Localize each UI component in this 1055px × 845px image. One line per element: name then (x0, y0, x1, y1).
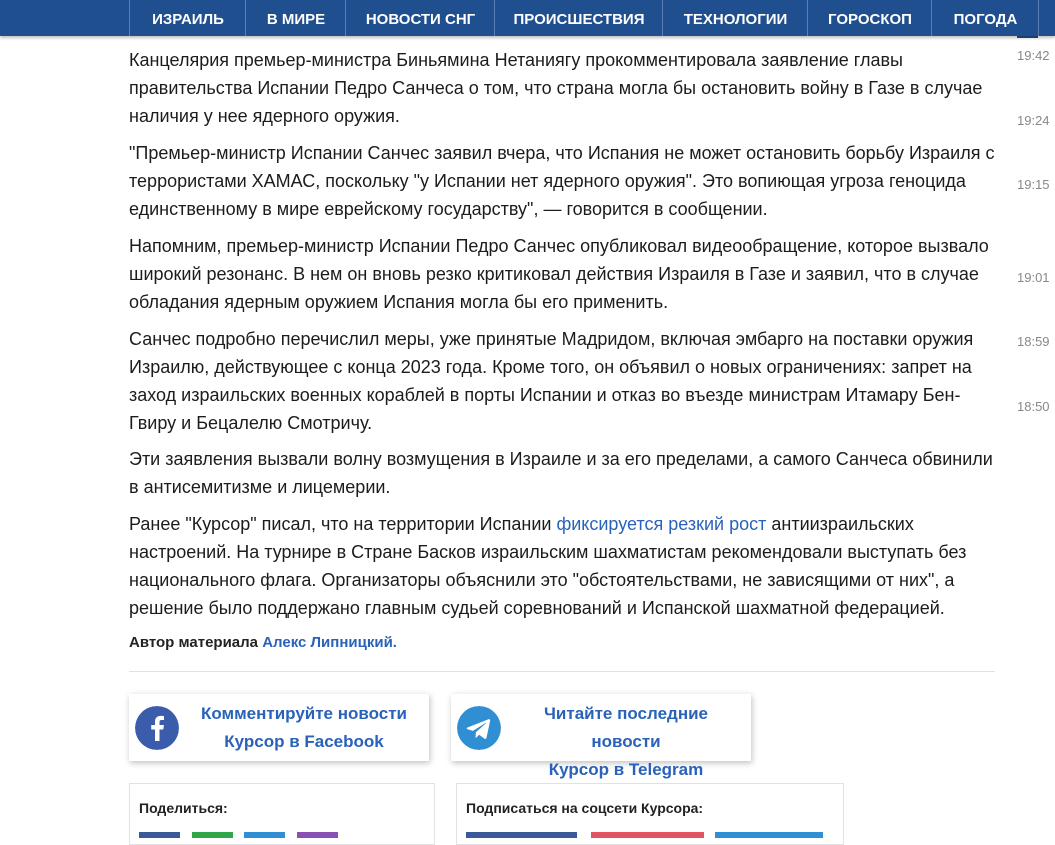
article-paragraph: "Премьер-министр Испании Санчес заявил вчера, что Испания не может остановить борьбу Израиля с террористами ХАМАС, поскольку "у Испании нет ядерного оружия". Это вопиющая угроза геноцида единственному в мире еврейскому государству", — говорится в сообщении. (129, 143, 995, 219)
facebook-promo-button[interactable] (129, 694, 429, 761)
nav-item-incidents[interactable]: ПРОИСШЕСТВИЯ (494, 0, 663, 36)
share-whatsapp-button[interactable] (192, 832, 233, 838)
news-feed-time[interactable]: 18:50 (1017, 399, 1050, 414)
author-link[interactable]: Алекс Липницкий. (262, 634, 397, 651)
nav-item-weather[interactable]: ПОГОДА (931, 0, 1039, 36)
share-box (129, 783, 435, 845)
nav-item-technology[interactable]: ТЕХНОЛОГИИ (662, 0, 808, 36)
nav-item-world[interactable]: В МИРЕ (245, 0, 346, 36)
author-label: Автор материала (129, 634, 259, 651)
divider (129, 671, 995, 672)
related-article-link[interactable]: фиксируется резкий рост (556, 514, 767, 534)
promo-line: Читайте последние новости (543, 704, 708, 751)
nav-divider (1038, 0, 1055, 36)
telegram-promo-button[interactable] (451, 694, 751, 779)
facebook-icon (135, 706, 179, 750)
subscribe-telegram-button[interactable] (715, 832, 823, 838)
subscribe-instagram-button[interactable] (591, 832, 704, 838)
promo-line: Комментируйте новости (200, 704, 408, 723)
subscribe-box (456, 783, 844, 845)
telegram-promo-text (509, 700, 743, 784)
article-paragraph-with-link (129, 510, 995, 622)
article-paragraph: Санчес подробно перечислил меры, уже принятые Мадридом, включая эмбарго на поставки оружия Израилю, действующее с конца 2023 года. Кроме того, он объявил о новых ограничениях: запрет на заход израильских военных кораблей в порты Испании и отказ во въезде министрам Итамару Бен-Гвиру и Бецалелю Смотричу. (129, 329, 974, 433)
article-author (129, 634, 397, 651)
top-navigation (0, 0, 1055, 36)
article-paragraph: Напомним, премьер-министр Испании Педро Санчес опубликовал видеообращение, которое вызвало широкий резонанс. В нем он вновь резко критиковал действия Израиля в Газе и заявил, что в случае обладания ядерным оружием Испания могла бы его применить. (129, 236, 989, 312)
subscribe-title: Подписаться на соцсети Курсора: (466, 800, 704, 816)
paragraph-text: Ранее "Курсор" писал, что на территории Испании (129, 514, 557, 534)
facebook-promo-text (187, 700, 421, 756)
article-paragraph: Канцелярия премьер-министра Биньямина Нетаниягу прокомментировала заявление главы правительства Испании Педро Санчеса о том, что страна могла бы остановить войну в Газе в случае наличия у нее ядерного оружия. (129, 50, 983, 126)
promo-line: Курсор в Facebook (224, 732, 384, 751)
telegram-icon (457, 706, 501, 750)
news-feed-time[interactable]: 19:42 (1017, 48, 1050, 63)
share-telegram-button[interactable] (244, 832, 285, 838)
news-feed-time[interactable]: 19:24 (1017, 113, 1050, 128)
nav-item-cis-news[interactable]: НОВОСТИ СНГ (345, 0, 495, 36)
share-viber-button[interactable] (297, 832, 338, 838)
article-paragraph: Эти заявления вызвали волну возмущения в Израиле и за его пределами, а самого Санчеса обвинили в антисемитизме и лицемерии. (129, 449, 993, 497)
news-feed-time[interactable]: 19:01 (1017, 270, 1050, 285)
news-feed-time[interactable]: 18:59 (1017, 334, 1050, 349)
share-facebook-button[interactable] (139, 832, 180, 838)
news-feed-accent (1017, 36, 1038, 38)
news-feed-time[interactable]: 19:15 (1017, 177, 1050, 192)
nav-item-israel[interactable]: ИЗРАИЛЬ (129, 0, 246, 36)
promo-line: Курсор в Telegram (548, 760, 704, 779)
paragraph-text: антиизраильских настроений. На турнире в Стране Басков израильским шахматистам рекомендовали выступать без национального флага. Организаторы объяснили это "обстоятельствами, не зависящими от них", а решение было поддержано главным судьей соревнований и Испанской шахматной федерацией. (129, 514, 967, 618)
share-title: Поделиться: (139, 800, 228, 816)
nav-item-horoscope[interactable]: ГОРОСКОП (807, 0, 932, 36)
subscribe-facebook-button[interactable] (466, 832, 577, 838)
